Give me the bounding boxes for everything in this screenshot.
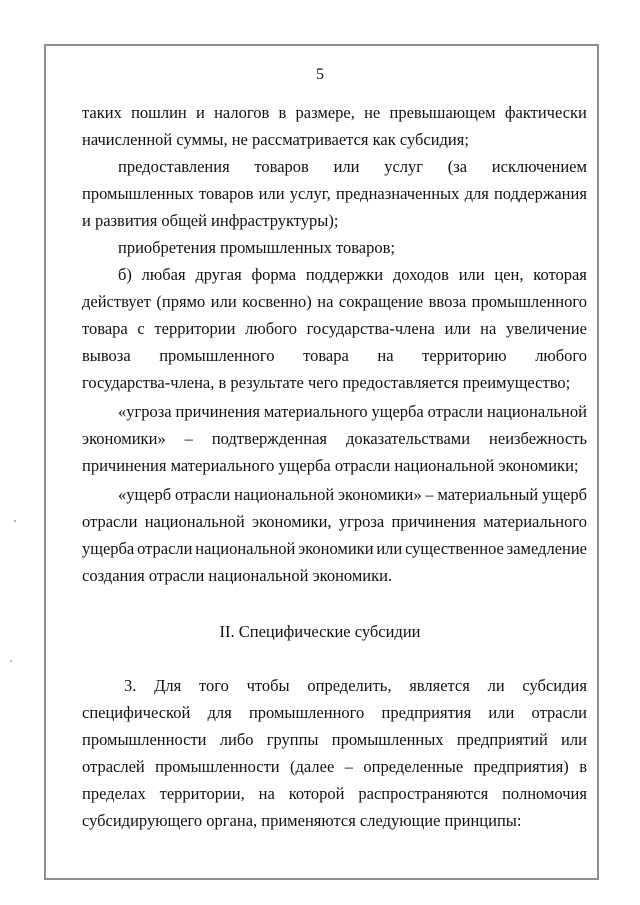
word: предприятия [381, 703, 472, 722]
word: промышленного [248, 703, 365, 722]
p4-line3 [82, 319, 587, 339]
word: ущерба [82, 539, 135, 558]
p2-line1 [118, 157, 587, 177]
word: (далее [290, 757, 335, 776]
word: определенные [363, 757, 464, 776]
word: ввоза [428, 292, 467, 311]
word: предприятий [456, 730, 548, 749]
p7-line4 [82, 757, 587, 777]
word: или [488, 703, 515, 722]
p5-line2 [82, 429, 587, 449]
word: (за [447, 157, 468, 176]
word: группы [266, 730, 319, 749]
word: причинения [175, 402, 260, 421]
p1-line1 [82, 103, 587, 123]
word: которая [533, 265, 587, 284]
word: национальной [234, 485, 335, 504]
word: или [561, 730, 587, 749]
word: либо [219, 730, 254, 749]
word: определить, [307, 676, 392, 695]
word: вывоза [82, 346, 131, 365]
word: исключением [491, 157, 587, 176]
word: фактически [504, 103, 587, 122]
word: на [317, 292, 334, 311]
word: или [258, 184, 285, 203]
word: б) [118, 265, 132, 284]
word: национальной [486, 402, 587, 421]
word: причинения [391, 512, 476, 531]
p1-line2: начисленной суммы, не рассматривается как субсидия; [82, 130, 469, 149]
word: другая [195, 265, 242, 284]
word: промышленного [159, 346, 275, 365]
p7-line3 [82, 730, 587, 750]
word: размере, [295, 103, 355, 122]
p7-line6: субсидирующего органа, применяются следующие принципы: [82, 811, 522, 830]
word: на [377, 346, 394, 365]
word: отрасли [427, 402, 484, 421]
p4-line1 [118, 265, 587, 285]
word: экономики» [82, 429, 166, 448]
word: промышленности [155, 757, 280, 776]
section-heading: II. Специфические субсидии [219, 622, 421, 641]
p7-line2 [82, 703, 587, 723]
word: полномочия [502, 784, 587, 803]
word: товаров [199, 184, 254, 203]
word: превышающем [389, 103, 496, 122]
word: в [579, 757, 587, 776]
word: с [137, 319, 145, 338]
word: национальной [144, 512, 245, 531]
p4-line2 [82, 292, 587, 312]
word: или [458, 265, 485, 284]
word: для [207, 703, 232, 722]
word: экономики [298, 539, 374, 558]
word: экономики» [337, 485, 422, 504]
word: действует [82, 292, 151, 311]
word: национальной [195, 539, 296, 558]
word: материального [483, 512, 587, 531]
word: того [198, 676, 229, 695]
word: таких [82, 103, 122, 122]
word: угроза [338, 512, 385, 531]
word: товаров [254, 157, 309, 176]
word: для [464, 184, 489, 203]
word: – [425, 485, 434, 504]
word: сокращение [338, 292, 424, 311]
word: на [480, 319, 497, 338]
word: в [278, 103, 287, 122]
word: отрасли [531, 703, 587, 722]
word: ущерб [542, 485, 587, 504]
word: – [184, 429, 193, 448]
word: промышленных [82, 184, 194, 203]
word: которой [288, 784, 345, 803]
p5-line1 [118, 402, 587, 422]
word: распространяются [358, 784, 489, 803]
word: доказательствами [345, 429, 471, 448]
word: Для [154, 676, 182, 695]
word: ущерба [371, 402, 424, 421]
word: промышленности [82, 730, 207, 749]
p3-line1: приобретения промышленных товаров; [118, 238, 395, 257]
word: территорию [422, 346, 507, 365]
p2-line2 [82, 184, 587, 204]
word: отраслей [82, 757, 145, 776]
scan-speck [10, 660, 12, 662]
word: (прямо [156, 292, 206, 311]
word: материального [263, 402, 368, 421]
word: косвенно) [242, 292, 312, 311]
page-number: 5 [316, 66, 324, 83]
word: пошлин [131, 103, 187, 122]
word: пределах [82, 784, 146, 803]
word: промышленного [471, 292, 587, 311]
p7-line1 [124, 676, 587, 696]
word: предназначенных [336, 184, 460, 203]
word: форма [251, 265, 297, 284]
word: отрасли [137, 539, 193, 558]
word: 3. [124, 676, 137, 695]
word: товара [303, 346, 349, 365]
p6-line4: создания отрасли национальной экономики. [82, 566, 393, 585]
word: или [333, 157, 360, 176]
word: специфической [82, 703, 191, 722]
p4-line4 [82, 346, 587, 366]
word: отрасли [174, 485, 231, 504]
word: поддержки [305, 265, 384, 284]
word: налогов [214, 103, 270, 122]
word: увеличение [506, 319, 587, 338]
word: существенное [405, 539, 504, 558]
word: и [196, 103, 205, 122]
word: является [409, 676, 470, 695]
p7-line5 [82, 784, 587, 804]
p5-line3: причинения материального ущерба отрасли национальной экономики; [82, 456, 579, 475]
word: замедление [506, 539, 587, 558]
word: территории [154, 319, 236, 338]
word: любого [245, 319, 297, 338]
word: ли [487, 676, 505, 695]
p6-line3 [82, 539, 587, 559]
word: отрасли [82, 512, 138, 531]
p6-line1 [118, 485, 587, 505]
word: предоставления [118, 157, 230, 176]
word: не [364, 103, 381, 122]
word: подтвержденная [211, 429, 327, 448]
word: услуг [384, 157, 424, 176]
word: на [258, 784, 275, 803]
word: предприятия) [473, 757, 569, 776]
word: экономики, [252, 512, 332, 531]
word: или [210, 292, 237, 311]
word: любого [535, 346, 587, 365]
word: товара [82, 319, 128, 338]
word: территории, [159, 784, 245, 803]
word: неизбежность [489, 429, 587, 448]
word: или [376, 539, 403, 558]
word: доходов [392, 265, 449, 284]
word: субсидия [522, 676, 587, 695]
p2-line3: и развития общей инфраструктуры); [82, 211, 339, 230]
p4-line5: государства-члена, в результате чего предоставляется преимущество; [82, 373, 571, 392]
word: любая [141, 265, 186, 284]
word: поддержания [493, 184, 587, 203]
scan-speck [14, 520, 16, 522]
word: «угроза [118, 402, 172, 421]
word: государства-члена [306, 319, 435, 338]
word: чтобы [246, 676, 290, 695]
word: услуг, [289, 184, 331, 203]
word: – [344, 757, 353, 776]
word: «ущерб [118, 485, 172, 504]
word: цен, [494, 265, 524, 284]
word: материальный [437, 485, 539, 504]
word: промышленных [331, 730, 444, 749]
word: или [444, 319, 471, 338]
p6-line2 [82, 512, 587, 532]
